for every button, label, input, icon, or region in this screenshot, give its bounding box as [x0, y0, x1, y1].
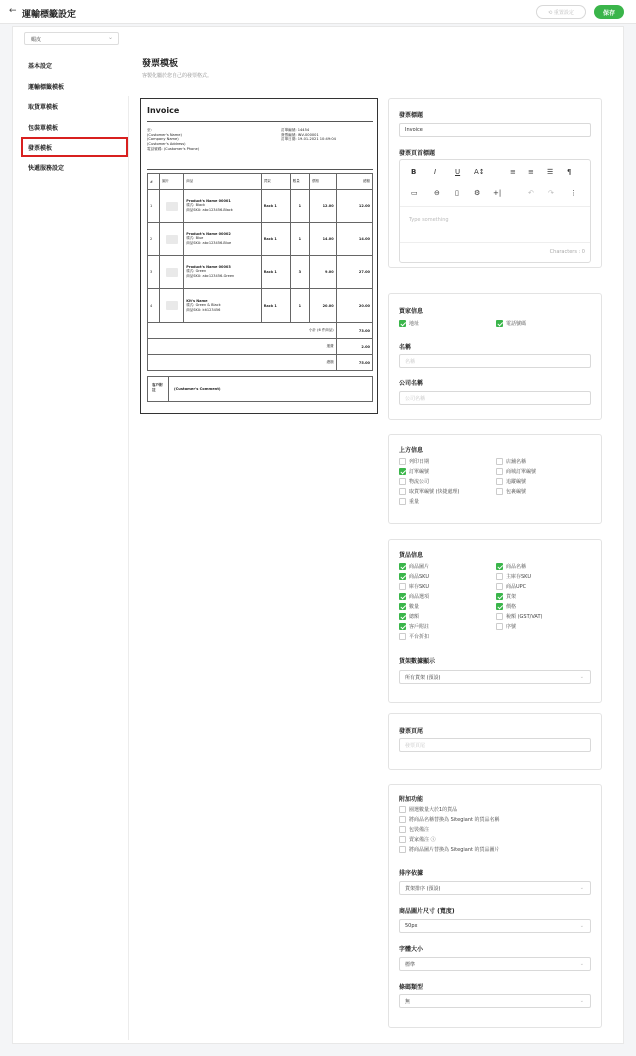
bill-to-block: 至: (Customer's Name) (Company Name) (Customer's Address) 電話號碼: (Customer's Phone) [147, 128, 200, 151]
align-left-icon[interactable]: ≡ [510, 168, 516, 176]
name-label: 名稱 [399, 344, 412, 351]
sidebar-item-packing-list-template[interactable]: 包裝單模板 [28, 125, 59, 132]
list-icon[interactable]: ☰ [547, 168, 554, 176]
undo-icon[interactable]: ↶ [528, 189, 534, 197]
top-bar [0, 0, 636, 24]
chevron-down-icon: ⌄ [107, 34, 113, 41]
checkbox-seller-note[interactable]: 賣家備注 ⓘ [399, 836, 436, 843]
chevron-down-icon: ⌄ [579, 674, 584, 680]
subtotal-row: 小計 (6 件商品) 73.00 [148, 323, 373, 339]
shipping-row: 運費 2.00 [148, 339, 373, 355]
checkbox-serial-number[interactable]: 序號 [496, 623, 516, 630]
invoice-title-label: 發票標題 [399, 112, 424, 119]
checkbox-logistics[interactable]: 物流公司 [399, 478, 429, 485]
rack-display-label: 貨架數據顯示 [399, 658, 436, 665]
checkbox-product-sku[interactable]: 商品SKU [399, 573, 429, 580]
bold-icon[interactable]: B [411, 168, 417, 176]
product-image [166, 301, 178, 310]
invoice-header-label: 發票頁首標題 [399, 150, 436, 157]
checkbox-inventory-sku[interactable]: 庫存SKU [399, 583, 429, 590]
store-select[interactable] [24, 32, 119, 45]
barcode-type-label: 條碼類型 [399, 984, 424, 991]
font-size-icon[interactable]: A↕ [474, 168, 485, 176]
checkbox-package-number[interactable]: 包裹編號 [496, 488, 526, 495]
checkbox-tracking-number[interactable]: 追蹤編號 [496, 478, 526, 485]
divider [147, 169, 373, 170]
rich-text-editor[interactable] [399, 159, 591, 263]
customer-comment-box [147, 376, 373, 402]
product-image [166, 235, 178, 244]
image-icon[interactable]: ▭ [411, 189, 418, 197]
rack-display-select[interactable]: 所有貨架 (預設) ⌄ [399, 670, 591, 684]
checkbox-replace-name[interactable]: 將商品名稱替換為 Sitegiant 的貨品名稱 [399, 816, 500, 823]
checkbox-weight[interactable]: 重量 [399, 498, 419, 505]
company-label: 公司名稱 [399, 380, 424, 387]
character-count: Characters : 0 [549, 249, 585, 255]
top-info-title: 上方信息 [399, 447, 424, 454]
more-icon[interactable]: ⋮ [570, 189, 577, 197]
sort-by-select[interactable]: 貨架排序 (預設) ⌄ [399, 881, 591, 895]
checkbox-price[interactable]: 價格 [496, 603, 516, 610]
editor-placeholder: Type something [409, 217, 449, 223]
link-icon[interactable]: ⊖ [434, 189, 440, 197]
table-header-row: # 圖片 商品 貨架 數量 價格 總額 [148, 174, 373, 190]
sort-by-label: 排序依據 [399, 870, 424, 877]
sidebar-item-basic-settings[interactable]: 基本設定 [28, 63, 53, 70]
checkbox-highlight-qty[interactable]: 圈選數量大於1的貨品 [399, 806, 457, 813]
buyer-info-title: 買家信息 [399, 308, 424, 315]
sidebar-divider [128, 96, 129, 1040]
insert-field-icon[interactable]: +| [493, 189, 502, 197]
section-subtitle: 客製化屬於您自己的發票格式。 [142, 73, 213, 79]
chevron-down-icon: ⌄ [579, 961, 584, 967]
reset-settings-button[interactable]: ⟲ 重置設定 [536, 5, 586, 19]
invoice-footer-card [388, 713, 602, 770]
chevron-down-icon: ⌄ [579, 998, 584, 1004]
goods-info-title: 貨品信息 [399, 552, 424, 559]
settings-icon[interactable]: ⚙ [474, 189, 481, 197]
font-size-label: 字體大小 [399, 946, 424, 953]
table-row: 3 Product's Name 00003 樣式: Green 商品SKU: abc123456-Green Rack 1 3 9.00 27.00 [148, 256, 373, 289]
table-row: 4 Kit's Name 樣式: Green & Black 商品SKU: kit123456 Rack 1 1 20.00 20.00 [148, 289, 373, 323]
name-input[interactable]: 名稱 [399, 354, 591, 368]
checkbox-tax[interactable]: 稅額 (GST/VAT) [496, 613, 542, 620]
extra-features-title: 附加功能 [399, 796, 424, 803]
invoice-title: Invoice [147, 106, 180, 115]
invoice-table [147, 173, 373, 371]
store-select-value: 蝦皮 [31, 37, 42, 43]
barcode-type-select[interactable]: 無 ⌄ [399, 994, 591, 1008]
checkbox-product-name[interactable]: 商品名稱 [496, 563, 526, 570]
chevron-down-icon: ⌄ [579, 923, 584, 929]
checkbox-replace-image[interactable]: 將商品圖片替換為 Sitegiant 的貨品圖片 [399, 846, 500, 853]
comment-label: 客戶附註 [152, 383, 163, 392]
checkbox-phone[interactable]: 電話號碼 [496, 320, 526, 327]
top-info-card [388, 434, 602, 524]
grand-total-row: 總額 75.00 [148, 355, 373, 371]
table-row: 1 Product's Name 00001 樣式: Black 商品SKU: abc123456-Black Rack 1 1 12.00 12.00 [148, 190, 373, 223]
checkbox-print-date[interactable]: 列印日期 [399, 458, 429, 465]
save-button[interactable]: 保存 [594, 5, 624, 19]
checkbox-rack[interactable]: 貨架 [496, 593, 516, 600]
goods-info-card [388, 539, 602, 703]
paragraph-icon[interactable]: ¶ [567, 168, 572, 176]
sidebar-item-picklist-template[interactable]: 取貨單模板 [28, 104, 59, 111]
checkbox-platform-discount[interactable]: 平台折扣 [399, 633, 429, 640]
order-info-block: 訂單編號: 14454 發票編號: INV-000001 訂單日期: 19-01-2021 10:49:04 [281, 128, 336, 142]
invoice-title-input[interactable]: Invoice [399, 123, 591, 137]
back-arrow-icon[interactable]: ← [9, 6, 17, 16]
underline-icon[interactable]: U [455, 168, 461, 176]
checkbox-product-upc[interactable]: 商品UPC [496, 583, 526, 590]
file-icon[interactable]: ▯ [455, 189, 459, 197]
invoice-preview [140, 98, 378, 414]
sidebar-item-invoice-template[interactable]: 發票模板 [28, 145, 53, 152]
checkbox-master-sku[interactable]: 主庫存SKU [496, 573, 531, 580]
table-row: 2 Product's Name 00002 樣式: Blue 商品SKU: abc123456-Blue Rack 1 1 14.00 14.00 [148, 223, 373, 256]
italic-icon[interactable]: I [434, 168, 437, 176]
product-image [166, 202, 178, 211]
checkbox-product-options[interactable]: 商品選項 [399, 593, 429, 600]
checkbox-marketplace-order[interactable]: 商城訂單編號 [496, 468, 536, 475]
product-image [166, 268, 178, 277]
invoice-title-card [388, 98, 602, 268]
section-title: 發票模板 [142, 59, 179, 69]
invoice-footer-title: 發票頁尾 [399, 728, 424, 735]
align-center-icon[interactable]: ≡ [528, 168, 534, 176]
chevron-down-icon: ⌄ [579, 885, 584, 891]
checkbox-quantity[interactable]: 數量 [399, 603, 419, 610]
checkbox-picklist-number[interactable]: 取貨單編號 (快捷處理) [399, 488, 460, 495]
checkbox-store-name[interactable]: 店舖名稱 [496, 458, 526, 465]
buyer-info-card [388, 293, 602, 420]
checkbox-customer-note[interactable]: 客戶附註 [399, 623, 429, 630]
divider [147, 121, 373, 122]
sidebar-item-courier-settings[interactable]: 快遞服務設定 [28, 165, 65, 172]
company-input[interactable]: 公司名稱 [399, 391, 591, 405]
image-size-label: 商品圖片尺寸 (寬度) [399, 908, 455, 915]
sidebar-item-shipping-label-template[interactable]: 運輸標籤模板 [28, 84, 65, 91]
checkbox-total[interactable]: 總額 [399, 613, 419, 620]
checkbox-product-image[interactable]: 商品圖片 [399, 563, 429, 570]
redo-icon[interactable]: ↷ [548, 189, 554, 197]
checkbox-packing-note[interactable]: 包裝備注 [399, 826, 429, 833]
font-size-select[interactable]: 標準 ⌄ [399, 957, 591, 971]
extra-features-card [388, 784, 602, 1028]
image-size-select[interactable]: 50px ⌄ [399, 919, 591, 933]
checkbox-order-number[interactable]: 訂單編號 [399, 468, 429, 475]
invoice-footer-input[interactable]: 發票頁尾 [399, 738, 591, 752]
comment-text: (Customer's Comment) [174, 387, 221, 391]
checkbox-address[interactable]: 地址 [399, 320, 419, 327]
page-title: 運輸標籤設定 [22, 10, 77, 20]
